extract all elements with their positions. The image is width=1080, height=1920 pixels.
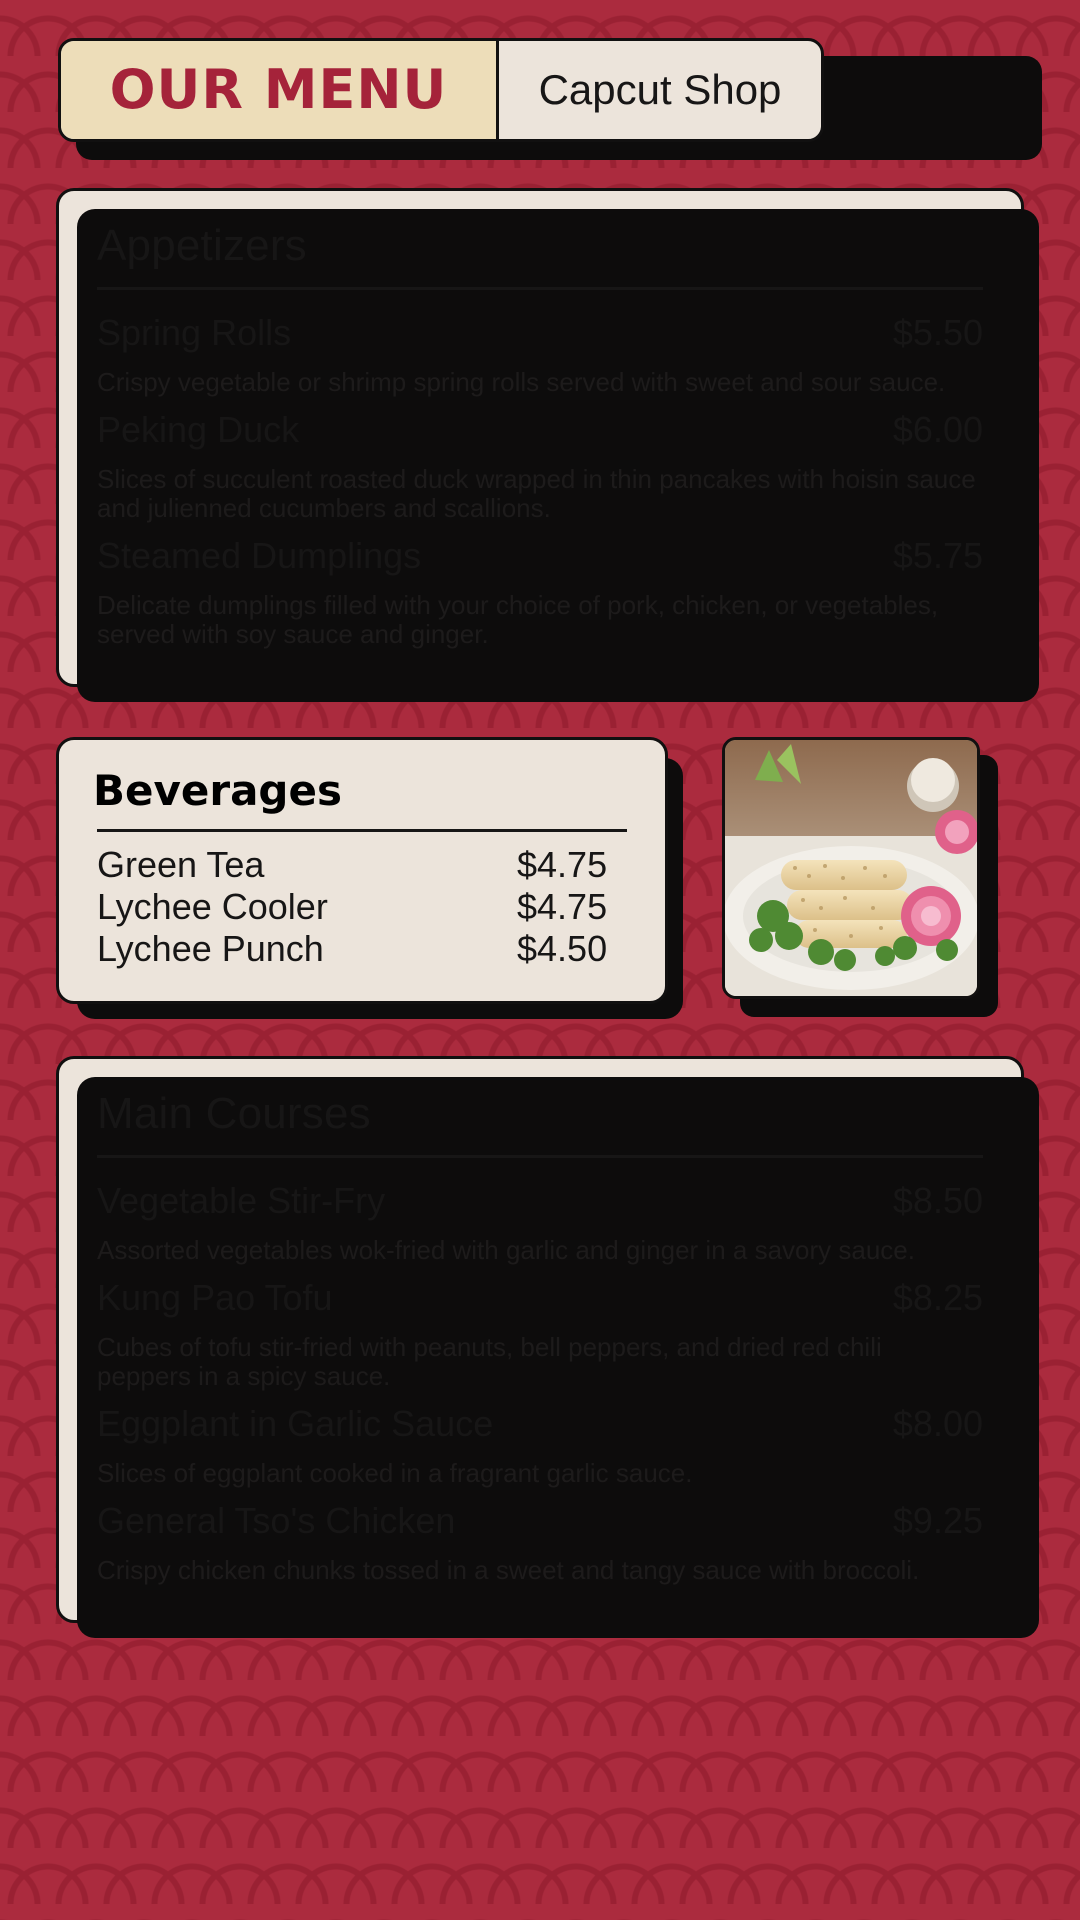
item-price: $4.75: [517, 843, 608, 885]
item-name: Steamed Dumplings: [97, 535, 422, 577]
menu-item: [93, 523, 987, 649]
section-divider: [97, 287, 983, 290]
section-title-appetizers: Appetizers: [97, 221, 307, 270]
beverage-row: [93, 844, 631, 886]
food-photo-frame: [722, 737, 980, 999]
item-name: Kung Pao Tofu: [97, 1277, 333, 1319]
item-description: Crispy vegetable or shrimp spring rolls served with sweet and sour sauce.: [97, 367, 946, 397]
item-name: Vegetable Stir-Fry: [97, 1179, 386, 1221]
item-name: Eggplant in Garlic Sauce: [97, 1403, 494, 1445]
item-price: $8.25: [892, 1277, 983, 1319]
item-description: Crispy chicken chunks tossed in a sweet and tangy sauce with broccoli.: [97, 1555, 920, 1586]
section-title-main-courses: Main Courses: [97, 1088, 371, 1138]
item-price: $4.75: [517, 886, 608, 928]
menu-item: [93, 1168, 987, 1265]
item-name: Spring Rolls: [97, 312, 292, 353]
section-divider: [97, 829, 627, 832]
spring-rolls-illustration: [725, 740, 977, 996]
menu-title-box: [61, 41, 499, 139]
item-name: Lychee Cooler: [97, 886, 328, 928]
section-beverages: [56, 737, 668, 1004]
item-price: $4.50: [517, 928, 608, 970]
menu-item: [93, 300, 987, 397]
item-name: General Tso's Chicken: [97, 1500, 456, 1542]
menu-item: [93, 1265, 987, 1391]
section-divider: [97, 1155, 983, 1158]
item-price: $8.00: [892, 1403, 983, 1445]
spring-rolls-photo: [722, 737, 980, 999]
item-name: Green Tea: [97, 843, 265, 885]
item-name: Peking Duck: [97, 409, 300, 451]
item-description: Slices of eggplant cooked in a fragrant garlic sauce.: [97, 1458, 693, 1489]
menu-item: [93, 1391, 987, 1488]
item-price: $5.75: [892, 535, 983, 577]
item-description: Cubes of tofu stir-fried with peanuts, bell peppers, and dried red chili peppers in a spicy sauce.: [97, 1332, 882, 1392]
item-price: $5.50: [892, 312, 983, 353]
item-price: $6.00: [892, 409, 983, 451]
menu-item: [93, 1488, 987, 1585]
section-title-beverages: Beverages: [93, 765, 342, 815]
item-description: Delicate dumplings filled with your choice of pork, chicken, or vegetables, served with soy sauce and ginger.: [97, 590, 939, 650]
beverage-row: [93, 928, 631, 970]
section-main-courses: [56, 1056, 1024, 1623]
menu-item: [93, 397, 987, 523]
item-description: Assorted vegetables wok-fried with garlic and ginger in a savory sauce.: [97, 1234, 915, 1265]
beverages-and-photo-row: [56, 737, 1024, 1004]
beverage-row: [93, 886, 631, 928]
shop-name-box: [499, 41, 821, 139]
section-appetizers: [56, 188, 1024, 687]
item-name: Lychee Punch: [97, 928, 324, 970]
page-title: OUR MENU: [109, 58, 448, 121]
shop-name: Capcut Shop: [538, 66, 782, 113]
menu-header: [58, 38, 1024, 142]
item-price: $8.50: [892, 1179, 983, 1221]
item-price: $9.25: [892, 1500, 983, 1542]
item-description: Slices of succulent roasted duck wrapped in thin pancakes with hoisin sauce and julienned cucumbers and scallions.: [97, 464, 976, 524]
